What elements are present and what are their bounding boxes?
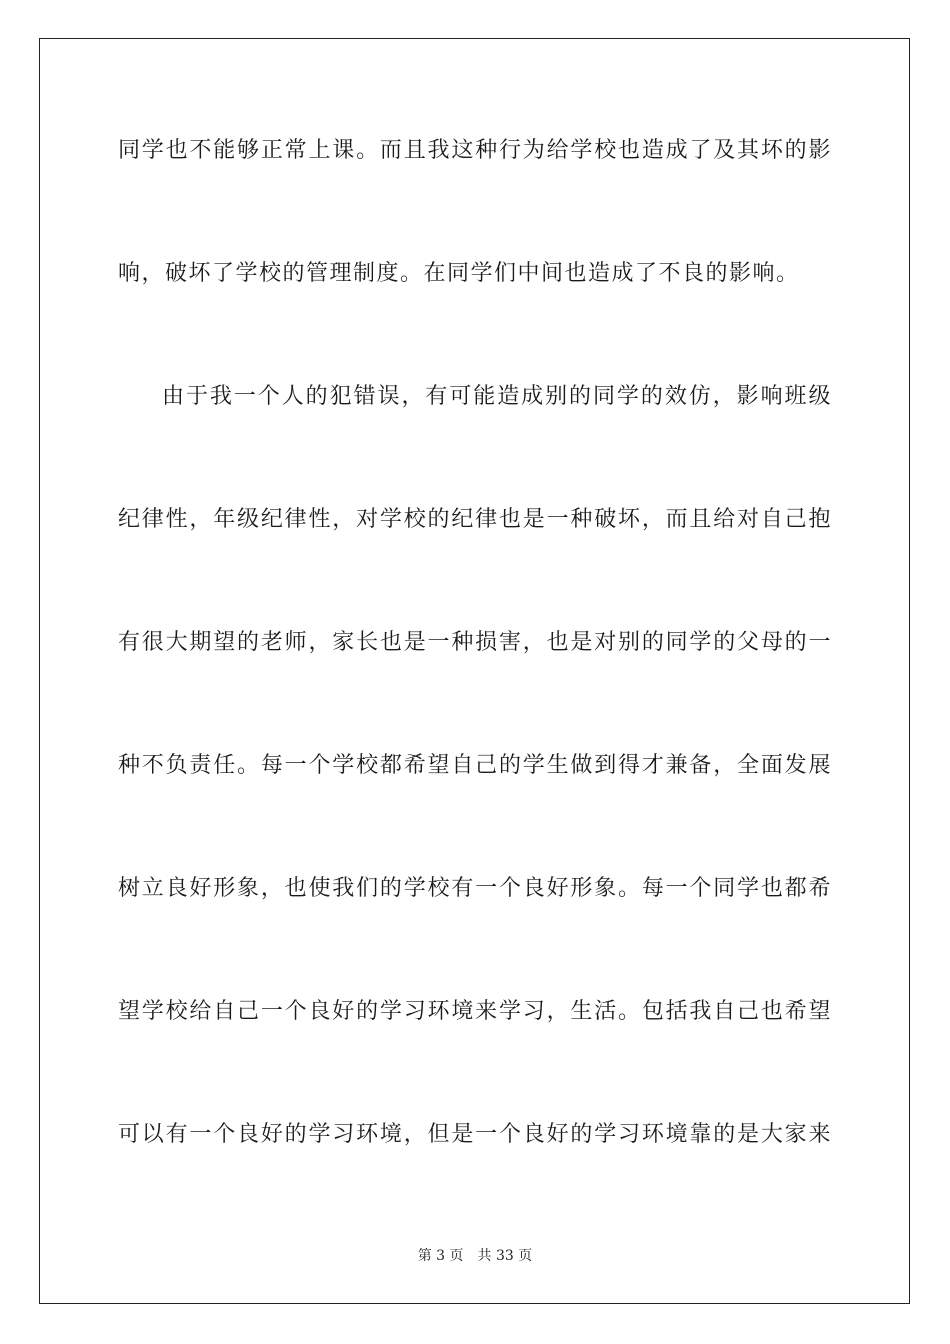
page-footer xyxy=(0,1246,950,1266)
page-total: 共 33 页 xyxy=(477,1248,533,1264)
text-line: 可以有一个良好的学习环境，但是一个良好的学习环境靠的是大家来 xyxy=(118,1122,832,1147)
text-line: 树立良好形象，也使我们的学校有一个良好形象。每一个同学也都希 xyxy=(118,876,832,901)
page-border xyxy=(39,38,910,1304)
paragraph-first-line: 由于我一个人的犯错误，有可能造成别的同学的效仿，影响班级 xyxy=(162,384,832,409)
text-line: 同学也不能够正常上课。而且我这种行为给学校也造成了及其坏的影 xyxy=(118,138,832,163)
text-line: 望学校给自己一个良好的学习环境来学习，生活。包括我自己也希望 xyxy=(118,999,832,1024)
text-line: 响，破坏了学校的管理制度。在同学们中间也造成了不良的影响。 xyxy=(118,261,800,286)
page-number: 第 3 页 xyxy=(417,1248,464,1264)
text-line: 种不负责任。每一个学校都希望自己的学生做到得才兼备，全面发展 xyxy=(118,753,832,778)
text-line: 纪律性，年级纪律性，对学校的纪律也是一种破坏，而且给对自己抱 xyxy=(118,507,832,532)
text-line: 有很大期望的老师，家长也是一种损害，也是对别的同学的父母的一 xyxy=(118,630,832,655)
